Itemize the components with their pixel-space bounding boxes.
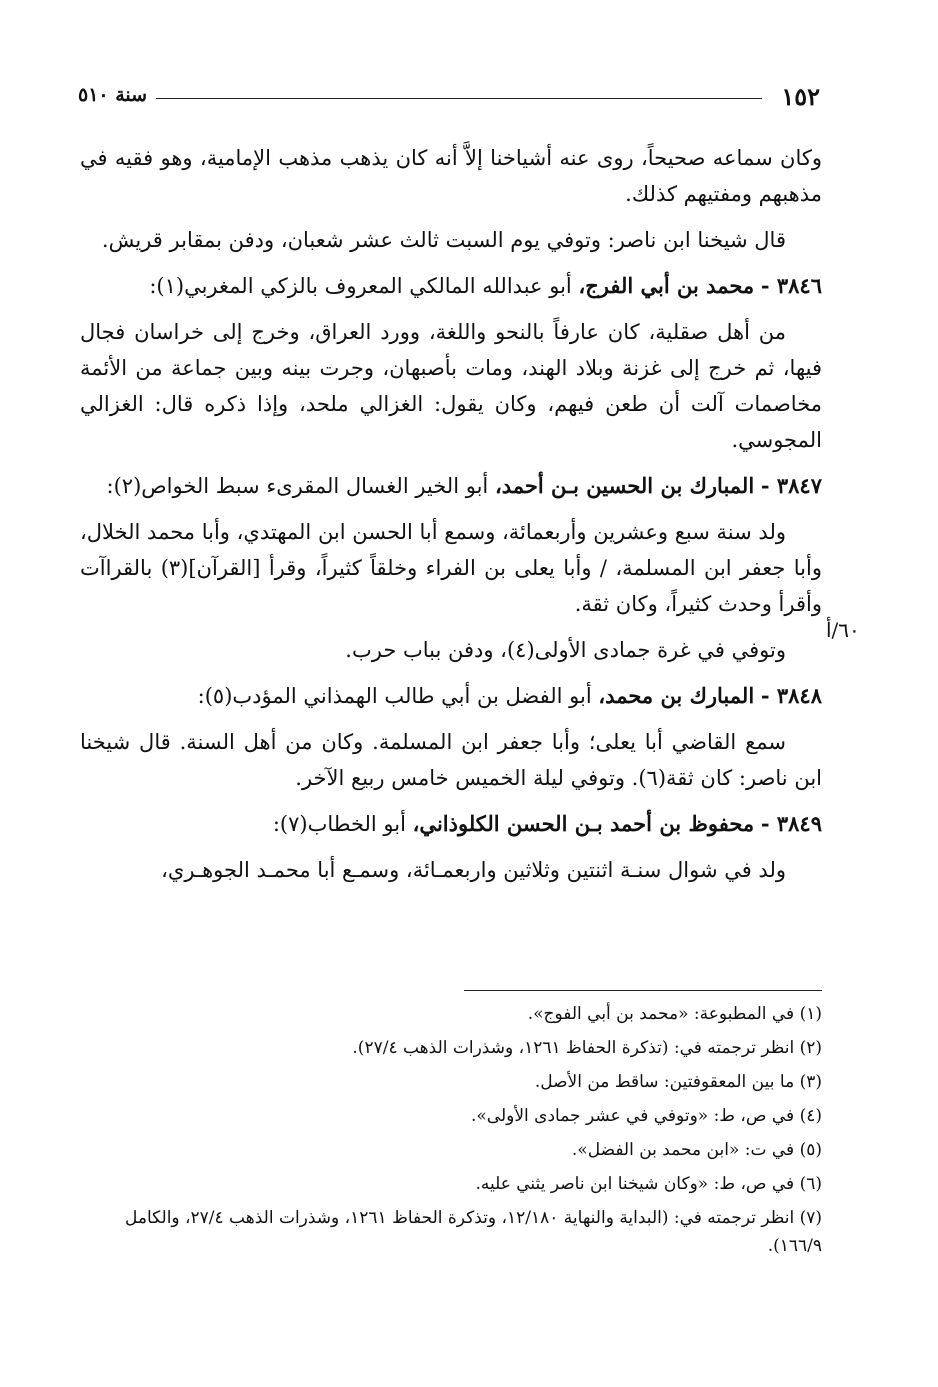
entry-name: محمد بن أبي الفرج، <box>578 273 755 298</box>
footnote: (٤) في ص، ط: «وتوفي في عشر جمادى الأولى». <box>470 1106 822 1126</box>
entry-number: ٣٨٤٨ - <box>760 683 822 708</box>
footnote: (٣) ما بين المعقوفتين: ساقط من الأصل. <box>534 1072 822 1092</box>
entry-title: أبو عبدالله المالكي المعروف بالزكي المغربي(١): <box>149 274 572 298</box>
main-text <box>80 140 822 898</box>
footnote: (٢) انظر ترجمته في: (تذكرة الحفاظ ١٢٦١، وشذرات الذهب ٢٧/٤). <box>352 1038 822 1058</box>
page-header <box>78 78 820 118</box>
entry-name: المبارك بن الحسين بـن أحمد، <box>494 473 755 498</box>
entry-heading <box>80 268 822 304</box>
entry-title: أبو الخطاب(٧): <box>272 812 406 836</box>
entry-name: المبارك بن محمد، <box>598 683 755 708</box>
entry-number: ٣٨٤٩ - <box>760 811 822 836</box>
entry-body: سمع القاضي أبا يعلى؛ وأبا جعفر ابن المسلمة. وكان من أهل السنة. قال شيخنا ابن ناصر: كان ثقة(٦). وتوفي ليلة الخميس خامس ربيع الآخر. <box>80 730 822 790</box>
entry-number: ٣٨٤٦ - <box>760 273 822 298</box>
entry-heading <box>80 678 822 714</box>
entry-title: أبو الخير الغسال المقرىء سبط الخواص(٢): <box>106 474 489 498</box>
footnote: (١) في المطبوعة: «محمد بن أبي الفوج». <box>527 1004 822 1024</box>
entry-title: أبو الفضل بن أبي طالب الهمذاني المؤدب(٥): <box>197 684 592 708</box>
paragraph: قال شيخنا ابن ناصر: وتوفي يوم السبت ثالث عشر شعبان، ودفن بمقابر قريش. <box>101 228 786 252</box>
entry-heading <box>80 468 822 504</box>
page-number: ١٥٢ <box>781 82 820 111</box>
footnote: (٦) في ص، ط: «وكان شيخنا ابن ناصر يثني عليه. <box>475 1174 822 1194</box>
entry-body: وتوفي في غرة جمادى الأولى(٤)، ودفن بباب حرب. <box>345 638 786 662</box>
entry-name: محفوظ بن أحمد بـن الحسن الكلوذاني، <box>412 811 755 836</box>
footnotes <box>80 1000 822 1266</box>
header-rule <box>156 98 762 99</box>
footnote-rule <box>464 990 822 991</box>
footnote: (٧) انظر ترجمته في: (البداية والنهاية ١٢/١٨٠، وتذكرة الحفاظ ١٢٦١، وشذرات الذهب ٢٧/٤، والكامل ١٦٦/٩). <box>124 1208 822 1256</box>
entry-body: ولد في شوال سنـة اثنتين وثلاثين واربعمـائة، وسمـع أبا محمـد الجوهـري، <box>161 858 786 882</box>
entry-heading <box>80 806 822 842</box>
entry-number: ٣٨٤٧ - <box>760 473 822 498</box>
margin-note: ٦٠/أ <box>826 618 860 642</box>
running-head: سنة ٥١٠ <box>78 84 148 106</box>
entry-body: من أهل صقلية، كان عارفاً بالنحو واللغة، وورد العراق، وخرج إلى خراسان فجال فيها، ثم خرج إلى غزنة وبلاد الهند، ومات بأصبهان، وجرت بينه وبين جماعة من الأئمة مخاصمات آلت أن طعن فيهم، وكان يقول: الغزالي ملحد، وإذا ذكره قال: الغزالي المجوسي. <box>80 320 822 452</box>
paragraph: وكان سماعه صحيحاً، روى عنه أشياخنا إلاَّ أنه كان يذهب مذهب الإمامية، وهو فقيه في مذهبهم ومفتيهم كذلك. <box>80 146 822 206</box>
entry-body: ولد سنة سبع وعشرين وأربعمائة، وسمع أبا الحسن ابن المهتدي، وأبا محمد الخلال، وأبا جعفر ابن المسلمة، / وأبا يعلى بن الفراء وخلقاً كثيراً، وقرأ [القرآن](٣) بالقراآت وأقرأ وحدث كثيراً، وكان ثقة. <box>80 520 822 616</box>
footnote: (٥) في ت: «ابن محمد بن الفضل». <box>571 1140 822 1160</box>
